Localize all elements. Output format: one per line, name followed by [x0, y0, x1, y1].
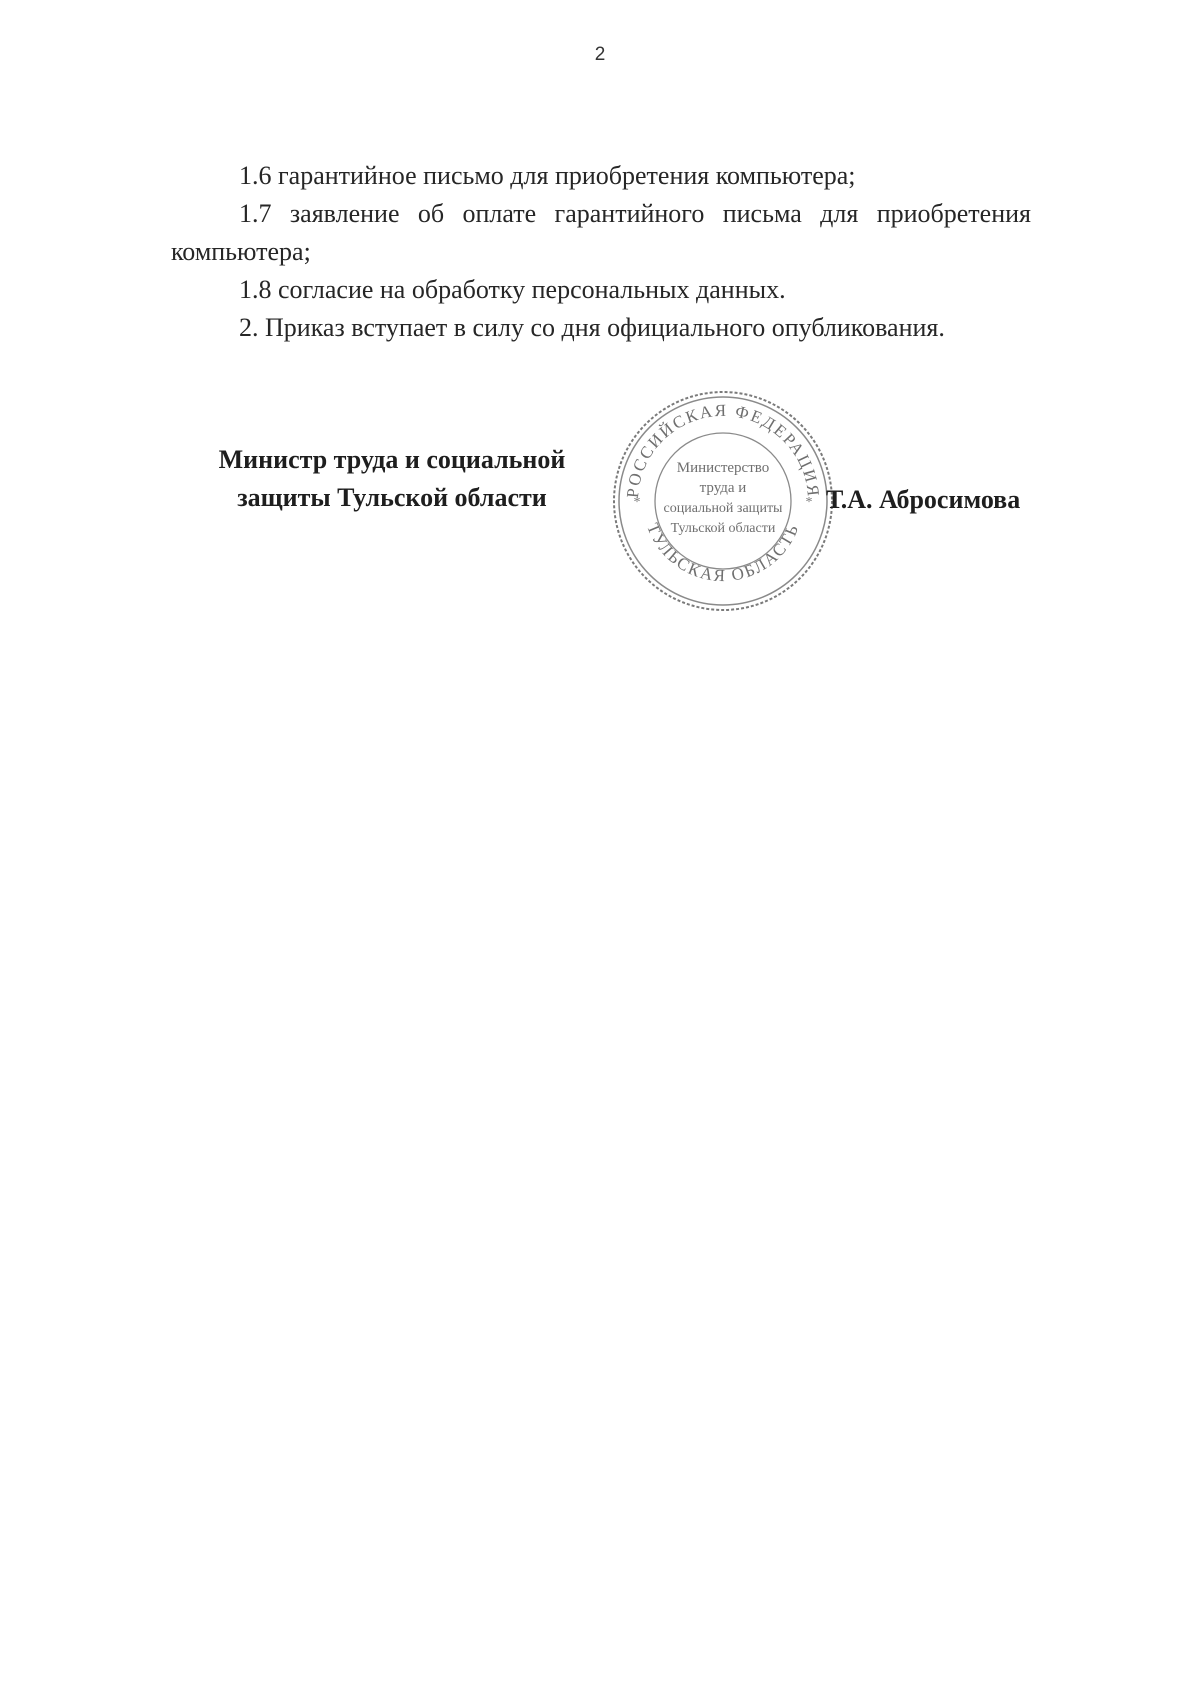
paragraph-1-6: 1.6 гарантийное письмо для приобретения компьютера;	[239, 161, 856, 190]
seal-inner-line-4: Тульской области	[670, 521, 776, 536]
document-body	[171, 157, 1031, 347]
paragraph-1-7: 1.7 заявление об оплате гарантийного письма для приобретения компьютера;	[171, 199, 1031, 266]
signatory-name: Т.А. Абросимова	[826, 485, 1021, 514]
seal-inner-line-3: социальной защиты	[663, 501, 783, 516]
signature-title-line-2: защиты Тульской области	[237, 483, 547, 512]
seal-graphic	[610, 388, 836, 614]
paragraph-1-8: 1.8 согласие на обработку персональных данных.	[239, 275, 786, 304]
seal-inner-line-2: труда и	[699, 480, 747, 496]
official-seal	[610, 388, 836, 614]
page-number: 2	[594, 44, 606, 65]
seal-star-right-icon: *	[805, 495, 813, 510]
signature-title-line-1: Министр труда и социальной	[218, 445, 566, 474]
paragraph-2: 2. Приказ вступает в силу со дня официального опубликования.	[239, 313, 945, 342]
seal-star-left-icon: *	[633, 495, 641, 510]
seal-outer-bottom-text: ТУЛЬСКАЯ ОБЛАСТЬ	[643, 520, 803, 586]
seal-outer-top-text: РОССИЙСКАЯ ФЕДЕРАЦИЯ	[622, 400, 824, 499]
seal-inner-line-1: Министерство	[676, 460, 770, 476]
signature-title	[172, 441, 612, 517]
